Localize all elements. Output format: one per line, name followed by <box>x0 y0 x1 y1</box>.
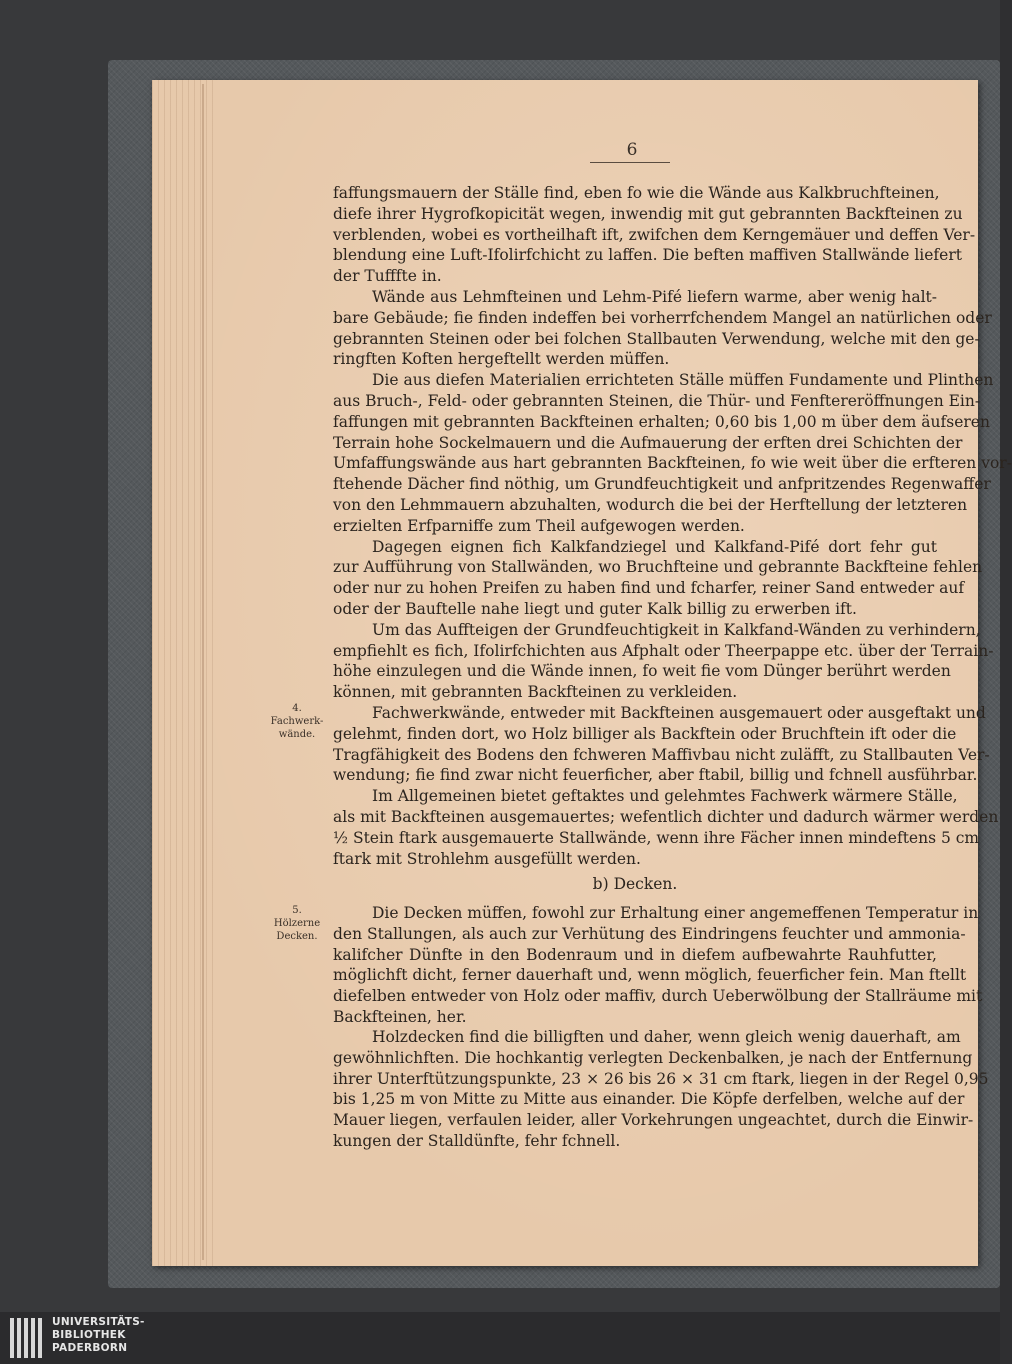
text-line: Umfaffungswände aus hart gebrannten Backfteinen, fo wie weit über die erfteren vor- <box>333 454 1012 473</box>
text-line: faffungen mit gebrannten Backfteinen erhalten; 0,60 bis 1,00 m über dem äufseren <box>333 412 990 431</box>
text-line: ihrer Unterftützungspunkte, 23 × 26 bis 26 × 31 cm ftark, liegen in der Regel 0,95 <box>333 1069 989 1088</box>
library-logo-text <box>52 1316 202 1355</box>
text-line: oder der Bauftelle nahe liegt und guter Kalk billig zu erwerben ift. <box>333 600 857 618</box>
margin-note-line: Fachwerk- <box>270 716 324 727</box>
text-line: Holzdecken find die billigften und daher, wenn gleich wenig dauerhaft, am <box>372 1028 961 1046</box>
text-line: ringften Koften hergeftellt werden müffen. <box>333 350 670 369</box>
page-number-rule <box>590 162 670 163</box>
text-line: Im Allgemeinen bietet geftaktes und gelehmtes Fachwerk wärmere Ställe, <box>372 787 958 806</box>
margin-note-line: Hölzerne <box>273 918 321 929</box>
text-line: Wände aus Lehmfteinen und Lehm-Pifé liefern warme, aber wenig halt- <box>372 288 937 306</box>
text-line: den Stallungen, als auch zur Verhütung des Eindringens feuchter und ammonia- <box>333 924 966 943</box>
text-line: diefe ihrer Hygrofkopicität wegen, inwendig mit gut gebrannten Backfteinen zu <box>333 204 963 223</box>
text-line: von den Lehmmauern abzuhalten, wodurch die bei der Herftellung der letzteren <box>333 496 968 514</box>
text-line: kungen der Stalldünfte, fehr fchnell. <box>333 1132 621 1150</box>
logo-line: UNIVERSITÄTS- <box>52 1316 145 1328</box>
text-line: Terrain hohe Sockelmauern und die Aufmauerung der erften drei Schichten der <box>333 433 963 452</box>
margin-note-line: Decken. <box>276 931 318 942</box>
library-logo-icon <box>10 1318 44 1358</box>
text-line: Tragfähigkeit des Bodens den fchweren Maffivbau nicht zuläfft, zu Stallbauten Ver- <box>333 745 990 764</box>
logo-line: PADERBORN <box>52 1342 128 1354</box>
text-line: faffungsmauern der Ställe find, eben fo wie die Wände aus Kalkbruchfteinen, <box>333 184 940 202</box>
text-line: diefelben entweder von Holz oder maffiv, durch Ueberwölbung der Stallräume mit <box>333 987 983 1006</box>
margin-note-number: 4. <box>292 703 302 714</box>
text-line: Um das Auffteigen der Grundfeuchtigkeit in Kalkfand-Wänden zu verhindern, <box>372 620 981 639</box>
text-line: aus Bruch-, Feld- oder gebrannten Steinen, die Thür- und Fenftereröffnungen Ein- <box>333 392 981 410</box>
text-line: gewöhnlichften. Die hochkantig verlegten Deckenbalken, je nach der Entfernung <box>333 1048 973 1067</box>
text-line: können, mit gebrannten Backfteinen zu verkleiden. <box>333 683 738 702</box>
text-line: ½ Stein ftark ausgemauerte Stallwände, wenn ihre Fächer innen mindeftens 5 cm <box>333 828 980 847</box>
text-line: oder nur zu hohen Preifen zu haben find und fcharfer, reiner Sand entweder auf <box>333 579 965 598</box>
margin-note-number: 5. <box>292 905 302 916</box>
text-line: Die aus diefen Materialien errichteten Ställe müffen Fundamente und Plinthen <box>372 371 994 390</box>
logo-line: BIBLIOTHEK <box>52 1329 126 1341</box>
page-number: 6 <box>626 140 638 160</box>
text-line: ftehende Dächer find nöthig, um Grundfeuchtigkeit und anfpritzendes Regenwaffer <box>333 475 991 494</box>
text-line: gelehmt, finden dort, wo Holz billiger als Backftein oder Bruchftein ift oder die <box>333 724 957 743</box>
text-line: als mit Backfteinen ausgemauertes; wefentlich dichter und dadurch wärmer werden <box>333 808 999 826</box>
text-line: bare Gebäude; fie finden indeffen bei vorherrfchendem Mangel an natürlichen oder <box>333 308 992 327</box>
gutter-line <box>202 84 204 1260</box>
text-line: Mauer liegen, verfaulen leider, aller Vorkehrungen ungeachtet, durch die Einwir- <box>333 1111 974 1130</box>
text-line: Die Decken müffen, fowohl zur Erhaltung einer angemeffenen Temperatur in <box>372 904 979 922</box>
section-heading: b) Decken. <box>592 875 678 893</box>
margin-note-hoelzerne-decken <box>266 904 328 943</box>
text-line: Dagegen eignen fich Kalkfandziegel und Kalkfand-Pifé dort fehr gut <box>372 537 937 556</box>
text-line: kalifcher Dünfte in den Bodenraum und in diefem aufbewahrte Rauhfutter, <box>333 945 937 964</box>
text-line: der Tufffte in. <box>333 267 442 286</box>
text-line: Fachwerkwände, entweder mit Backfteinen ausgemauert oder ausgeftakt und <box>372 704 986 722</box>
text-line: blendung eine Luft-Ifolirfchicht zu laffen. Die beften maffiven Stallwände liefert <box>333 246 962 265</box>
text-line: gebrannten Steinen oder bei folchen Stallbauten Verwendung, welche mit den ge- <box>333 329 980 348</box>
text-line: empfiehlt es fich, Ifolirfchichten aus Afphalt oder Theerpappe etc. über der Terrain- <box>333 641 994 660</box>
text-line: wendung; fie find zwar nicht feuerficher, aber ftabil, billig und fchnell ausführbar. <box>333 766 978 785</box>
margin-note-fachwerkwaende <box>266 702 328 741</box>
margin-note-line: wände. <box>278 729 316 740</box>
text-line: ftark mit Strohlehm ausgefüllt werden. <box>333 849 641 868</box>
text-line: zur Aufführung von Stallwänden, wo Bruchfteine und gebrannte Backfteine fehlen <box>333 558 983 577</box>
text-line: Backfteinen, her. <box>333 1008 467 1026</box>
text-line: möglichft dicht, ferner dauerhaft und, wenn möglich, feuerficher fein. Man ftellt <box>333 966 967 985</box>
text-line: verblenden, wobei es vortheilhaft ift, zwifchen dem Kerngemäuer und deffen Ver- <box>333 225 976 244</box>
text-line: erzielten Erfparniffe zum Theil aufgewogen werden. <box>333 516 745 535</box>
page-stack-edge <box>152 80 216 1266</box>
text-line: höhe einzulegen und die Wände innen, fo weit fie vom Dünger berührt werden <box>333 662 951 681</box>
text-line: bis 1,25 m von Mitte zu Mitte aus einander. Die Köpfe derfelben, welche auf der <box>333 1090 965 1109</box>
